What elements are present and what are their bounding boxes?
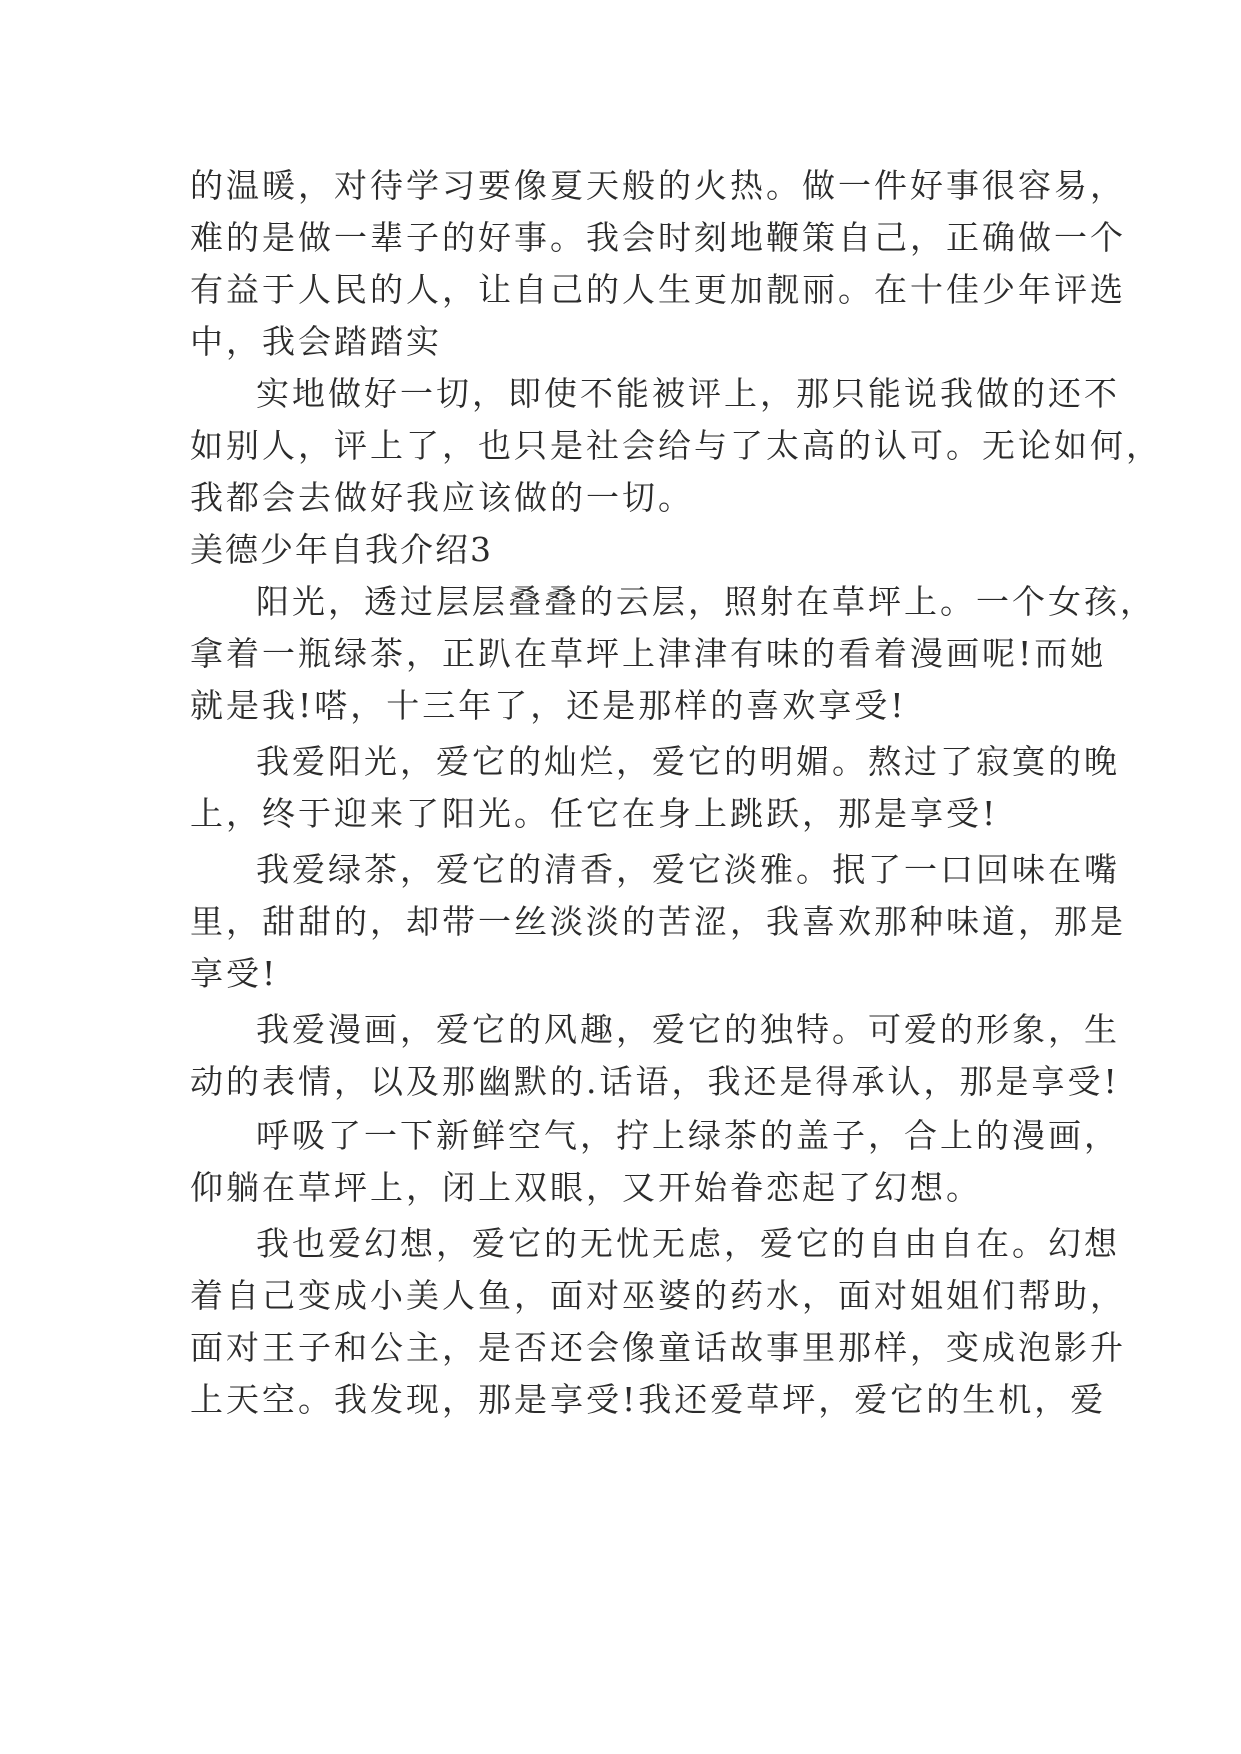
paragraph-first-line: 我爱漫画，爱它的风趣，爱它的独特。可爱的形象，生	[256, 1010, 1120, 1049]
paragraph-first-line: 我爱绿茶，爱它的清香，爱它淡雅。抿了一口回味在嘴	[256, 850, 1120, 889]
text-line: 动的表情，以及那幽默的.话语，我还是得承认，那是享受!	[190, 1062, 1120, 1101]
text-line: 上天空。我发现，那是享受!我还爱草坪，爱它的生机，爱	[190, 1380, 1107, 1419]
text-line: 仰躺在草坪上，闭上双眼，又开始眷恋起了幻想。	[190, 1168, 982, 1207]
paragraph-first-line: 阳光，透过层层叠叠的云层，照射在草坪上。一个女孩，	[256, 582, 1156, 621]
text-line: 如别人，评上了，也只是社会给与了太高的认可。无论如何，	[190, 426, 1162, 465]
paragraph-first-line: 实地做好一切，即使不能被评上，那只能说我做的还不	[256, 374, 1120, 413]
text-line: 拿着一瓶绿茶，正趴在草坪上津津有味的看着漫画呢!而她	[190, 634, 1107, 673]
paragraph-first-line: 我爱阳光，爱它的灿烂，爱它的明媚。熬过了寂寞的晚	[256, 742, 1120, 781]
paragraph-first-line: 呼吸了一下新鲜空气，拧上绿茶的盖子，合上的漫画，	[256, 1116, 1120, 1155]
text-line: 着自己变成小美人鱼，面对巫婆的药水，面对姐姐们帮助，	[190, 1276, 1126, 1315]
text-line: 有益于人民的人，让自己的人生更加靓丽。在十佳少年评选	[190, 270, 1126, 309]
text-line: 难的是做一辈子的好事。我会时刻地鞭策自己，正确做一个	[190, 218, 1126, 257]
text-line: 我都会去做好我应该做的一切。	[190, 478, 694, 517]
text-line: 面对王子和公主，是否还会像童话故事里那样，变成泡影升	[190, 1328, 1126, 1367]
text-line: 里，甜甜的，却带一丝淡淡的苦涩，我喜欢那种味道，那是	[190, 902, 1126, 941]
text-line: 中，我会踏踏实	[190, 322, 442, 361]
text-line: 的温暖，对待学习要像夏天般的火热。做一件好事很容易，	[190, 166, 1126, 205]
paragraph-first-line: 我也爱幻想，爱它的无忧无虑，爱它的自由自在。幻想	[256, 1224, 1120, 1263]
text-line: 就是我!嗒，十三年了，还是那样的喜欢享受!	[190, 686, 907, 725]
text-line: 上，终于迎来了阳光。任它在身上跳跃，那是享受!	[190, 794, 999, 833]
section-heading: 美德少年自我介绍3	[190, 530, 493, 569]
text-line: 享受!	[190, 954, 279, 993]
